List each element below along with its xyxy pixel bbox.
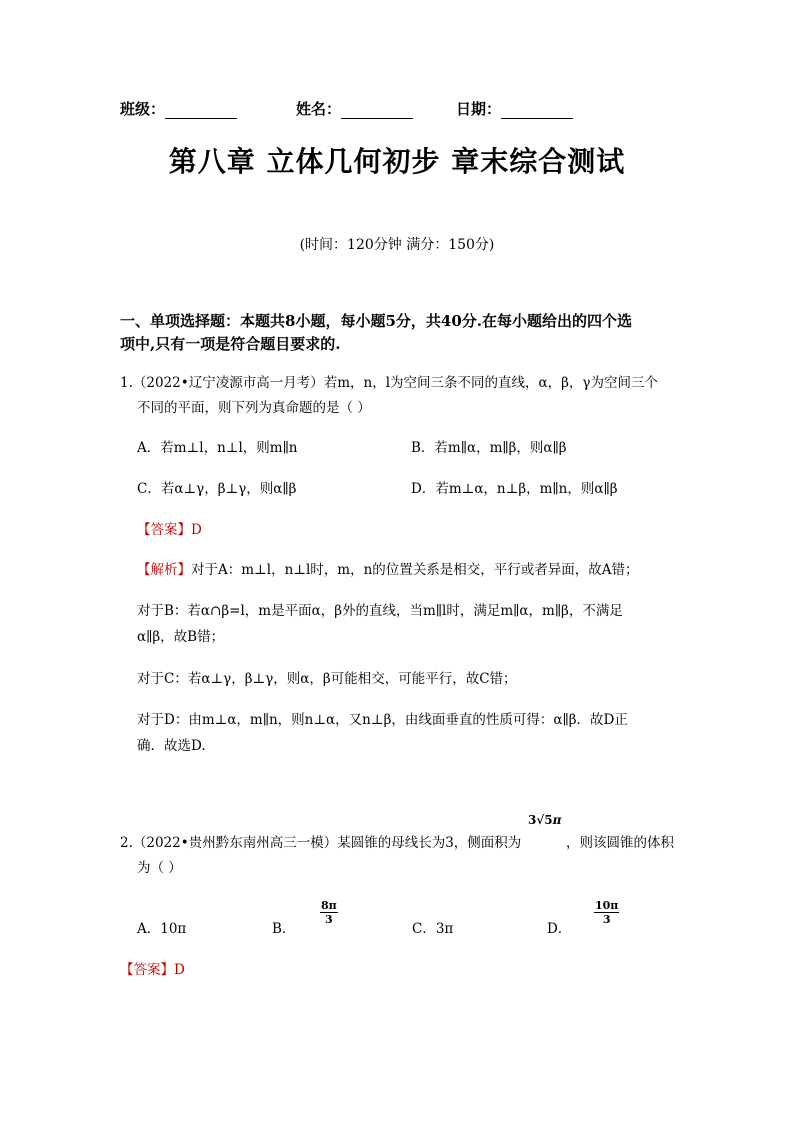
q2-lateral-radical: √5 — [536, 813, 553, 827]
q1-stem-line1: 1.（2022•辽宁凌源市高一月考）若m，n，l为空间三条不同的直线，α，β，γ为空间三个 — [120, 375, 659, 391]
q2-lateral-area-expr — [528, 813, 561, 827]
q1-stem-line2: 不同的平面，则下列为真命题的是（ ） — [137, 400, 371, 416]
time-info: (时间：120分钟 满分：150分) — [299, 237, 495, 253]
date-field — [456, 98, 573, 119]
name-field — [296, 98, 413, 119]
q2-lateral-pi: π — [552, 813, 562, 827]
q2-answer: 【答案】D — [120, 962, 185, 978]
q2-option-d-numerator: 10π — [595, 899, 619, 912]
q1-analysis-line6: 确．故选D. — [137, 738, 206, 754]
q1-analysis-line3: α∥β，故B错； — [137, 629, 225, 645]
q1-option-d: D．若m⊥α，n⊥β，m∥n，则α∥β — [411, 481, 618, 497]
date-blank — [501, 102, 573, 119]
q1-analysis-label: 【解析】 — [137, 562, 191, 578]
q2-option-d-denominator: 3 — [602, 913, 611, 926]
q2-option-b-denominator: 3 — [325, 913, 333, 926]
q1-option-a: A．若m⊥l，n⊥l，则m∥n — [137, 440, 298, 456]
q2-option-b-label: B． — [272, 921, 296, 937]
q2-stem-line2: 为（ ） — [137, 860, 182, 876]
class-field — [120, 98, 237, 119]
q2-option-a: A．10π — [137, 921, 187, 937]
q2-option-d-fraction — [594, 899, 619, 926]
q2-stem-line1: 2.（2022•贵州黔东南州高三一模）某圆锥的母线长为3，侧面积为 — [120, 835, 522, 851]
q1-option-c: C．若α⊥γ，β⊥γ，则α∥β — [137, 481, 297, 497]
q1-analysis-line1 — [137, 558, 639, 578]
q1-analysis-text1: 对于A：m⊥l，n⊥l时，m，n的位置关系是相交，平行或者异面，故A错； — [191, 562, 639, 578]
name-blank — [341, 102, 413, 119]
q2-option-c: C．3π — [412, 921, 454, 937]
q1-analysis-line5: 对于D：由m⊥α，m∥n，则n⊥α，又n⊥β，由线面垂直的性质可得：α∥β．故D正 — [137, 712, 628, 728]
section1-line2: 项中,只有一项是符合题目要求的. — [120, 335, 341, 353]
q1-analysis-line4: 对于C：若α⊥γ，β⊥γ，则α，β可能相交，可能平行，故C错； — [137, 671, 517, 687]
date-label: 日期： — [456, 100, 502, 118]
q1-option-b: B．若m∥α，m∥β，则α∥β — [411, 440, 567, 456]
q2-option-d-label: D． — [547, 921, 572, 937]
page-title: 第八章 立体几何初步 章末综合测试 — [168, 145, 626, 178]
q1-analysis-line2: 对于B：若α∩β=l，m是平面α，β外的直线，当m∥l时，满足m∥α，m∥β，不满足 — [137, 603, 623, 619]
q2-option-b-fraction — [320, 899, 338, 926]
q2-option-b-numerator: 8π — [321, 899, 337, 912]
section1-line1: 一、单项选择题：本题共8小题，每小题5分，共40分.在每小题给出的四个选 — [120, 312, 632, 330]
q1-answer: 【答案】D — [137, 522, 202, 538]
name-label: 姓名： — [296, 100, 342, 118]
class-blank — [165, 102, 237, 119]
q2-stem-line1-end: ，则该圆锥的体积 — [566, 835, 674, 851]
q2-lateral-coef: 3 — [528, 813, 537, 827]
class-label: 班级： — [120, 100, 166, 118]
